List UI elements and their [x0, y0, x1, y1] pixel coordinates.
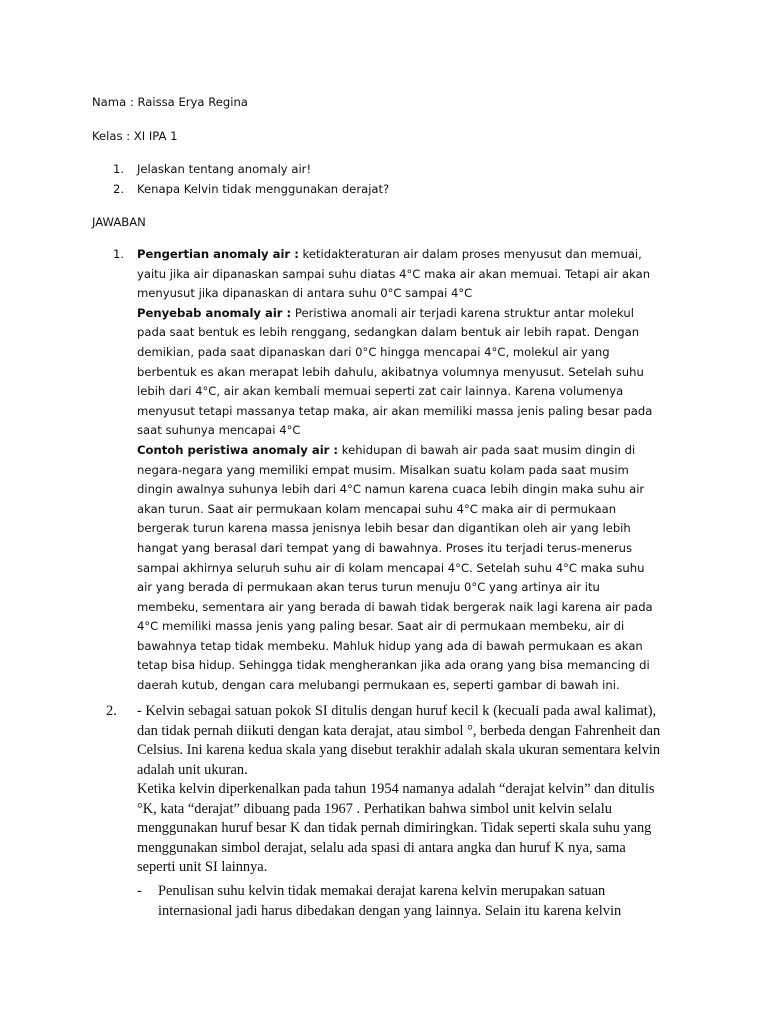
- answer-2-paragraph-2: Ketika kelvin diperkenalkan pada tahun 1954 namanya adalah “derajat kelvin” dan ditulis °K, kata “derajat” dibuang pada 1967 . Perhatikan bahwa simbol unit kelvin selalu menggunakan huruf besar K dan tidak pernah dimiringkan. Tidak seperti skala suhu yang menggunakan simbol derajat, selalu ada spasi di antara angka dan huruf K nya, sama seperti unit SI lainnya.: [137, 781, 655, 875]
- question-list: [113, 160, 673, 200]
- answer-2-body: [137, 702, 662, 878]
- cause-text: Peristiwa anomali air terjadi karena struktur antar molekul pada saat bentuk es lebih renggang, sedangkan dalam bentuk air lebih rapat. Dengan demikian, pada saat dipanaskan dari 0°C hingga mencapai 4°C, molekul air yang berbentuk es akan merapat lebih dahulu, akibatnya volumnya menyusut. Setelah suhu lebih dari 4°C, air akan kembali memuai seperti zat cair lainnya. Karena volumenya menyusut tetapi massanya tetap maka, air akan memiliki massa jenis paling besar pada saat suhunya mencapai 4°C: [137, 305, 653, 438]
- cause-label: Penyebab anomaly air :: [137, 305, 292, 320]
- student-class: Kelas : XI IPA 1: [92, 129, 178, 143]
- answer-1-number: 1.: [113, 247, 125, 261]
- answer-1-definition: [137, 245, 659, 304]
- answer-1-cause: [137, 304, 659, 441]
- definition-label: Pengertian anomaly air :: [137, 247, 299, 261]
- answer-1-example: [137, 441, 659, 696]
- student-name: Nama : Raissa Erya Regina: [92, 95, 248, 109]
- answer-2-bullet-text: Penulisan suhu kelvin tidak memakai derajat karena kelvin merupakan satuan internasional jadi harus dibedakan dengan yang lainnya. Selain itu karena kelvin: [158, 883, 622, 919]
- bullet-marker: -: [137, 883, 142, 899]
- question-item: [113, 160, 673, 180]
- question-number: 1.: [113, 162, 125, 176]
- example-label: Contoh peristiwa anomaly air :: [137, 442, 339, 457]
- answer-1-body: [137, 245, 659, 696]
- question-item: [113, 180, 673, 200]
- question-text: Kenapa Kelvin tidak menggunakan derajat?: [137, 182, 390, 196]
- answers-heading: JAWABAN: [92, 215, 146, 229]
- definition-text: ketidakteraturan air dalam proses menyusut dan memuai, yaitu jika air dipanaskan sampai suhu diatas 4°C maka air akan memuai. Tetapi air akan menyusut jika dipanaskan di antara suhu 0°C sampai 4°C: [137, 247, 651, 301]
- example-text: kehidupan di bawah air pada saat musim dingin di negara-negara yang memiliki empat musim. Misalkan suatu kolam pada saat musim dingin awalnya suhunya lebih dari 4°C namun karena cuaca lebih dingin maka suhu air akan turun. Saat air permukaan kolam mencapai suhu 4°C maka air di permukaan bergerak turun karena massa jenisnya lebih besar dan digantikan oleh air yang lebih hangat yang berasal dari tempat yang di bawahnya. Proses itu terjadi terus-menerus sampai akhirnya seluruh suhu air di kolam mencapai 4°C. Setelah suhu 4°C maka suhu air yang berada di permukaan akan terus turun menuju 0°C yang artinya air itu membeku, sementara air yang berada di bawah tidak bergerak naik lagi karena air pada 4°C memiliki massa jenis yang paling besar. Saat air di permukaan membeku, air di bawahnya tetap tidak membeku. Mahluk hidup yang ada di bawah permukaan es akan tetap bisa hidup. Sehingga tidak mengherankan jika ada orang yang bisa memancing di daerah kutub, dengan cara melubangi permukaan es, seperti gambar di bawah ini.: [137, 442, 653, 693]
- answer-2-paragraph-1: - Kelvin sebagai satuan pokok SI ditulis dengan huruf kecil k (kecuali pada awal kalimat), dan tidak pernah diikuti dengan kata derajat, atau simbol °, berbeda dengan Fahrenheit dan Celsius. Ini karena kedua skala yang disebut terakhir adalah skala ukuran sementara kelvin adalah unit ukuran.: [137, 703, 661, 778]
- question-number: 2.: [113, 182, 125, 196]
- answer-2-number: 2.: [106, 703, 117, 719]
- question-text: Jelaskan tentang anomaly air!: [137, 162, 312, 176]
